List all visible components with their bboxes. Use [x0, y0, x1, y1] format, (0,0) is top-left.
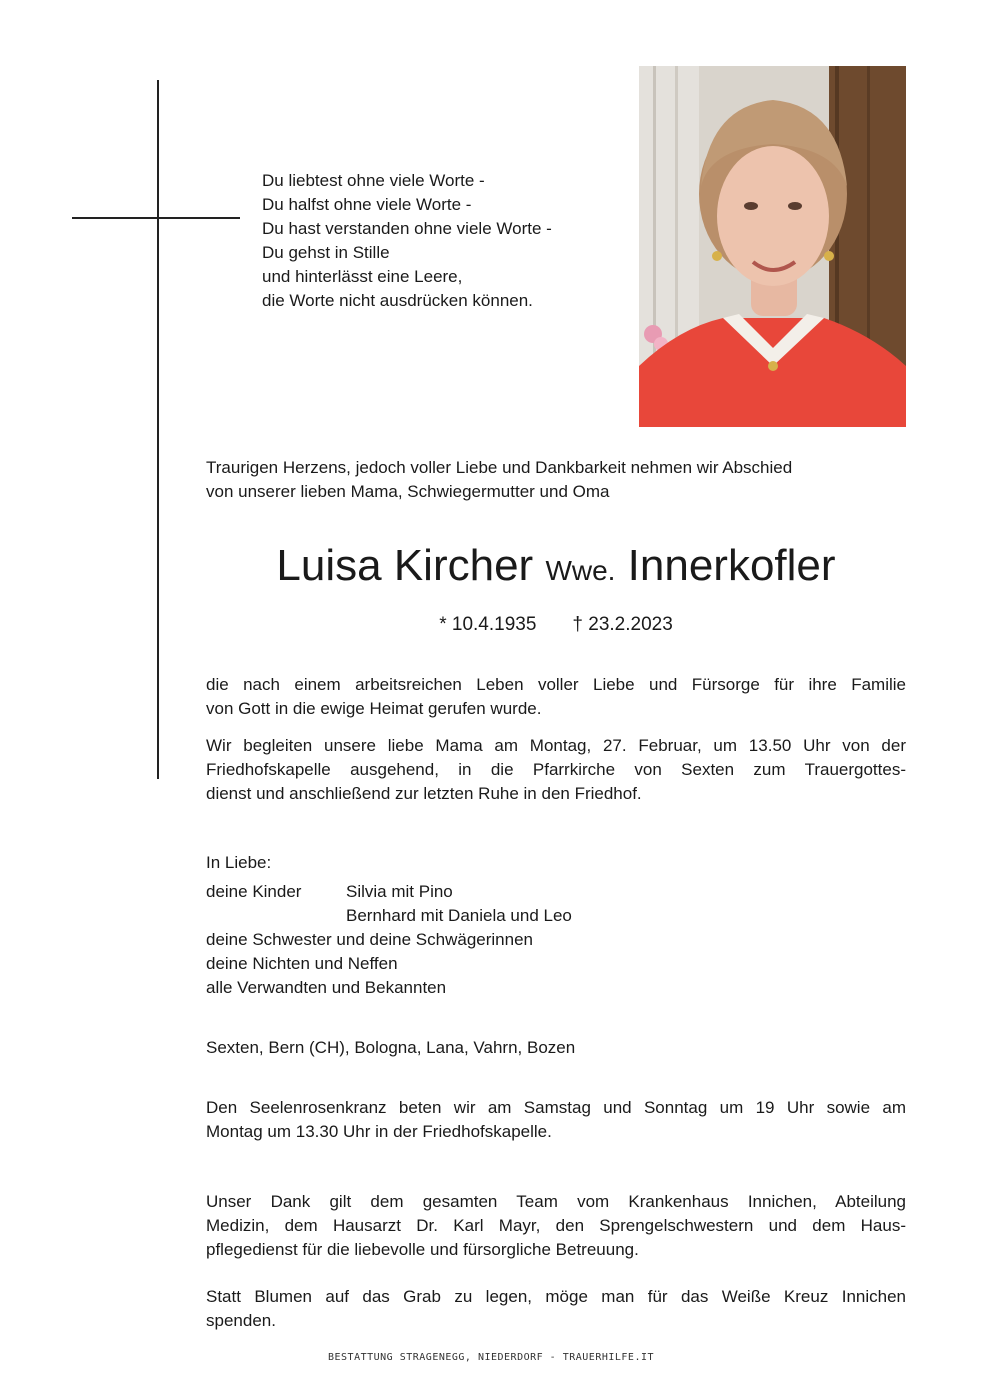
poem-line: Du liebtest ohne viele Worte -: [262, 171, 485, 190]
paragraph-line: die nach einem arbeitsreichen Leben voller Liebe und Fürsorge für ihre Familie: [206, 675, 906, 694]
intro-line: von unserer lieben Mama, Schwiegermutter und Oma: [206, 482, 610, 501]
life-dates: [206, 612, 906, 638]
children-row: [206, 904, 906, 928]
death-date: † 23.2.2023: [572, 614, 673, 635]
paragraph-line: Den Seelenrosenkranz beten wir am Samstag und Sonntag um 19 Uhr sowie am: [206, 1098, 906, 1117]
places-line: [206, 1036, 906, 1060]
poem-line: Du halfst ohne viele Worte -: [262, 195, 472, 214]
paragraph-line: Friedhofskapelle ausgehend, in die Pfarrkirche von Sexten zum Trauergottes-: [206, 760, 906, 779]
cross-horizontal-bar: [72, 217, 240, 219]
mourners-heading: In Liebe:: [206, 853, 272, 872]
poem: [262, 169, 552, 313]
paragraph-line: Statt Blumen auf das Grab zu legen, möge man für das Weiße Kreuz Innichen: [206, 1287, 906, 1306]
paragraph-line: spenden.: [206, 1311, 276, 1330]
places-text: Sexten, Bern (CH), Bologna, Lana, Vahrn, Bozen: [206, 1038, 576, 1057]
life-paragraph: [206, 673, 906, 721]
paragraph-line: Unser Dank gilt dem gesamten Team vom Krankenhaus Innichen, Abteilung: [206, 1192, 906, 1211]
birth-date: * 10.4.1935: [439, 614, 537, 635]
mourners-list: [206, 851, 906, 1000]
poem-line: und hinterlässt eine Leere,: [262, 267, 463, 286]
portrait-photo: [639, 66, 906, 427]
rosary-paragraph: [206, 1096, 906, 1144]
name-widow-abbrev: Wwe.: [545, 555, 616, 586]
mourner-entry: deine Nichten und Neffen: [206, 954, 398, 973]
intro-text: [206, 456, 906, 504]
donation-paragraph: [206, 1285, 906, 1333]
deceased-name: [206, 536, 906, 601]
children-row: [206, 880, 906, 904]
child-entry: Silvia mit Pino: [346, 882, 453, 901]
footer-imprint: BESTATTUNG STRAGENEGG, NIEDERDORF - TRAUERHILFE.IT: [327, 1352, 655, 1363]
intro-line: Traurigen Herzens, jedoch voller Liebe und Dankbarkeit nehmen wir Abschied: [206, 458, 793, 477]
paragraph-line: Montag um 13.30 Uhr in der Friedhofskapelle.: [206, 1122, 552, 1141]
cross-vertical-bar: [157, 80, 159, 779]
poem-line: die Worte nicht ausdrücken können.: [262, 291, 533, 310]
name-last: Innerkofler: [627, 541, 836, 590]
children-label: deine Kinder: [206, 882, 302, 901]
poem-line: Du hast verstanden ohne viele Worte -: [262, 219, 552, 238]
paragraph-line: pflegedienst für die liebevolle und fürsorgliche Betreuung.: [206, 1240, 639, 1259]
paragraph-line: Medizin, dem Hausarzt Dr. Karl Mayr, den Sprengelschwestern und dem Haus-: [206, 1216, 906, 1235]
mourner-entry: alle Verwandten und Bekannten: [206, 978, 447, 997]
paragraph-line: dienst und anschließend zur letzten Ruhe in den Friedhof.: [206, 784, 642, 803]
paragraph-line: Wir begleiten unsere liebe Mama am Montag, 27. Februar, um 13.50 Uhr von der: [206, 736, 906, 755]
thanks-paragraph: [206, 1190, 906, 1262]
funeral-paragraph: [206, 734, 906, 806]
mourner-entry: deine Schwester und deine Schwägerinnen: [206, 930, 534, 949]
poem-line: Du gehst in Stille: [262, 243, 390, 262]
name-first: Luisa Kircher: [276, 541, 534, 590]
paragraph-line: von Gott in die ewige Heimat gerufen wurde.: [206, 699, 542, 718]
child-entry: Bernhard mit Daniela und Leo: [346, 906, 572, 925]
